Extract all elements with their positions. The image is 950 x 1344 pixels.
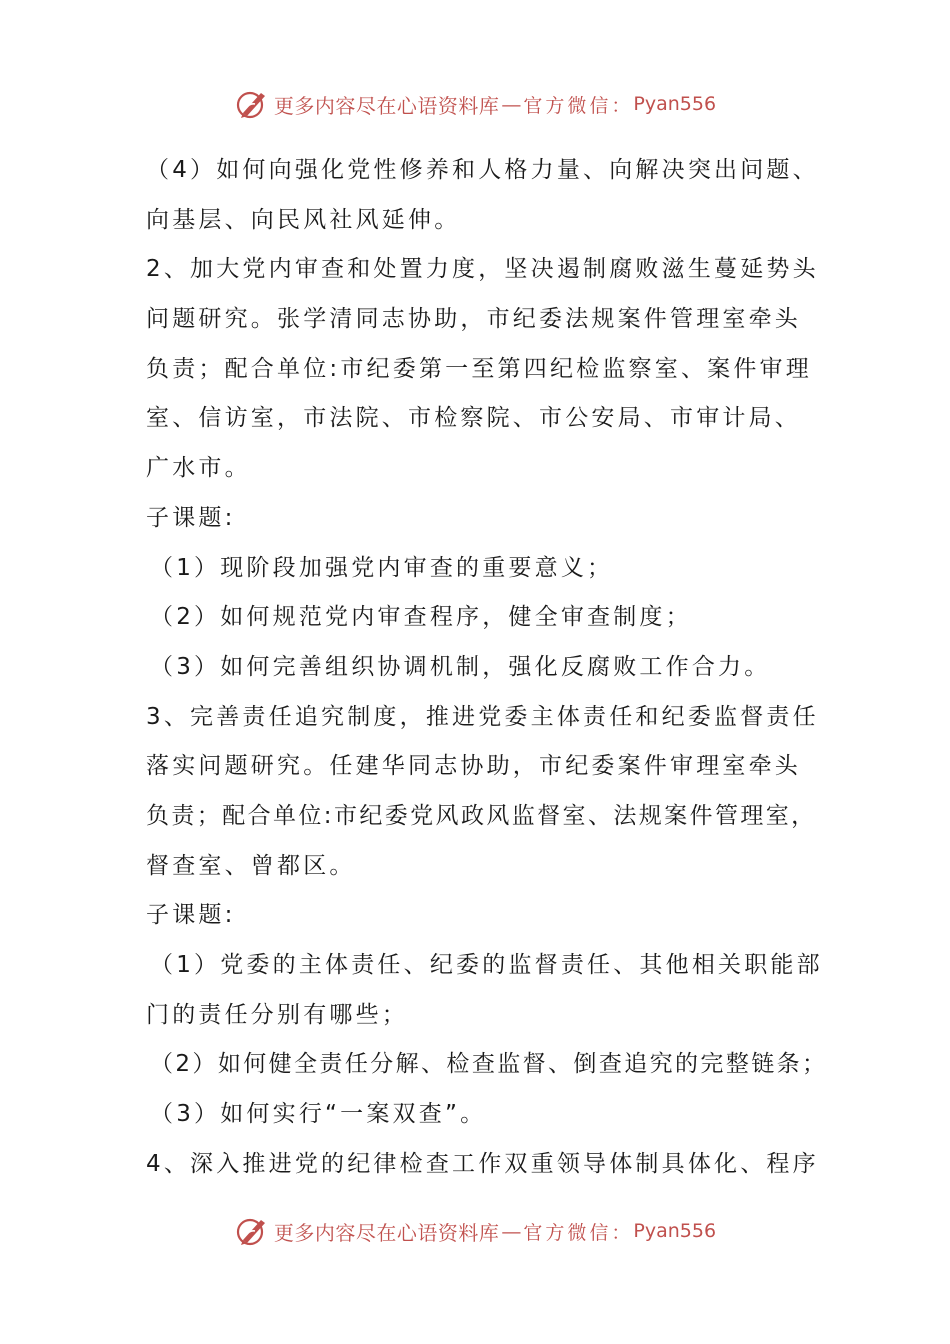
text-line: 室、信访室，市法院、市检察院、市公安局、市审计局、 [146, 405, 801, 432]
document-body [146, 146, 828, 1189]
text-line: （3）如何实行“一案双查”。 [150, 1101, 487, 1128]
pen-logo-icon [234, 86, 270, 122]
text-line: 4、深入推进党的纪律检查工作双重领导体制具体化、程序 [146, 1150, 819, 1177]
text-line: 负责；配合单位:市纪委党风政风监督室、法规案件管理室， [146, 802, 817, 829]
text-line: 督查室、曾都区。 [146, 852, 356, 879]
watermark-header [0, 84, 950, 124]
text-line: 门的责任分别有哪些； [146, 1001, 408, 1028]
watermark-text: 更多内容尽在心语资料库 [273, 93, 500, 118]
text-line: 广水市。 [146, 455, 251, 482]
watermark-label: 官方微信： [523, 1221, 634, 1244]
text-line: 子课题: [146, 902, 236, 929]
text-line: （1）党委的主体责任、纪委的监督责任、其他相关职能部 [150, 952, 823, 978]
text-line: （3）如何完善组织协调机制，强化反腐败工作合力。 [150, 653, 771, 680]
watermark-dash: — [501, 1219, 522, 1243]
text-line: （2）如何健全责任分解、检查监督、倒查追究的完整链条； [150, 1051, 828, 1078]
watermark-label: 官方微信： [523, 94, 634, 117]
pen-logo-icon [234, 1213, 270, 1249]
watermark-footer [0, 1211, 950, 1251]
text-line: （4）如何向强化党性修养和人格力量、向解决突出问题、 [146, 157, 819, 183]
text-line: 负责；配合单位:市纪委第一至第四纪检监察室、案件审理 [146, 355, 812, 382]
text-line: 问题研究。张学清同志协助，市纪委法规案件管理室牵头 [146, 306, 801, 333]
watermark-dash: — [501, 92, 522, 116]
text-line: 向基层、向民风社风延伸。 [146, 206, 461, 233]
text-line: （1）现阶段加强党内审查的重要意义； [150, 554, 614, 581]
watermark-text: 更多内容尽在心语资料库 [273, 1220, 500, 1245]
text-line: 3、完善责任追究制度，推进党委主体责任和纪委监督责任 [146, 703, 819, 730]
watermark-wechat-id: Pyan556 [633, 1220, 717, 1242]
text-line: （2）如何规范党内审查程序，健全审查制度； [150, 604, 692, 631]
text-line: 2、加大党内审查和处置力度，坚决遏制腐败滋生蔓延势头 [146, 256, 819, 283]
text-line: 子课题: [146, 504, 236, 531]
text-line: 落实问题研究。任建华同志协助，市纪委案件审理室牵头 [146, 753, 801, 780]
watermark-wechat-id: Pyan556 [633, 93, 717, 115]
